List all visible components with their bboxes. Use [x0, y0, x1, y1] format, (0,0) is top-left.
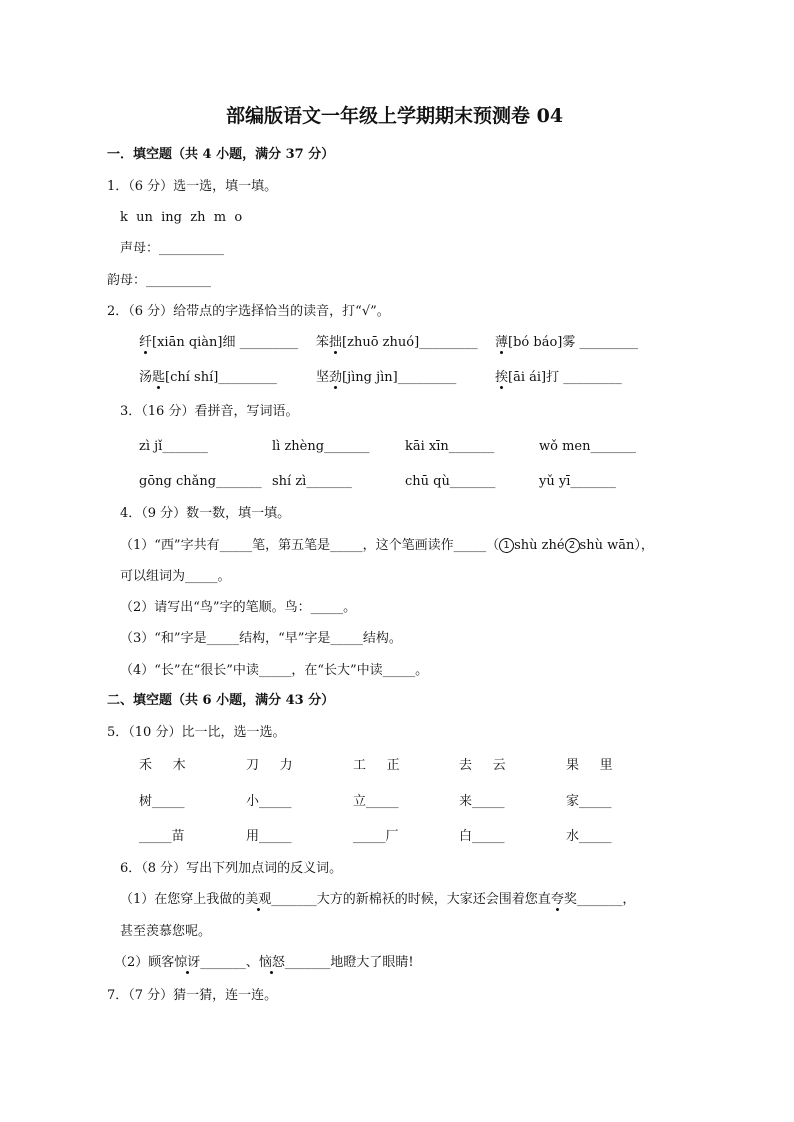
q6-text: _______大方的新棉袄的时候，大家还会围着您 [271, 892, 538, 907]
q4-line1-end: ）， [634, 538, 654, 553]
q1-shengmu-blank[interactable]: 声母：__________ [120, 241, 225, 256]
q6-text: _______地瞪大了眼睛! [284, 955, 414, 970]
q5-char-pair: 工 正 [353, 758, 400, 773]
q2-item[interactable] [139, 371, 277, 384]
q3-pinyin-item[interactable]: zì jǐ_______ [139, 439, 208, 454]
q5-blank-item[interactable]: 树_____ [139, 794, 185, 809]
q5-blank-item[interactable]: _____苗 [139, 829, 185, 844]
q6-text: （2）顾客 [114, 955, 175, 970]
q2-item-pre: 笨 [316, 335, 330, 350]
q5-char-pair: 刀 力 [246, 758, 293, 773]
q3-pinyin-item[interactable]: chū qù_______ [405, 474, 496, 489]
q5-blank-item[interactable]: 用_____ [246, 829, 292, 844]
q1-yunmu-blank[interactable]: 韵母：__________ [107, 273, 212, 288]
q2-item[interactable] [316, 371, 456, 384]
section-heading-1: 一．填空题（共 4 小题，满分 37 分） [107, 147, 335, 162]
q5-blank-item[interactable]: 小_____ [246, 794, 292, 809]
q2-item[interactable] [495, 371, 622, 384]
q4-line1-text: （1）“西”字共有_____笔，第五笔是_____，这个笔画读作_____（ [120, 538, 500, 553]
q1-stem: 1．（6 分）选一选，填一填。 [107, 179, 278, 194]
option-2-text: shù wān [579, 538, 635, 553]
q6-line1[interactable] [120, 893, 635, 906]
q4-stem: 4．（9 分）数一数，填一填。 [120, 506, 291, 521]
q5-char-pair: 去 云 [459, 758, 506, 773]
q5-stem: 5．（10 分）比一比，选一选。 [107, 725, 286, 740]
q3-pinyin-item[interactable]: shí zì_______ [272, 474, 352, 489]
dotted-word: 美观 [245, 892, 272, 907]
q2-item-post: [chí shí]_________ [165, 370, 277, 385]
section-heading-2: 二、填空题（共 6 小题，满分 43 分） [107, 693, 335, 708]
q4-line3[interactable]: （3）“和”字是_____结构，“早”字是_____结构。 [120, 631, 402, 646]
q4-line1[interactable] [120, 538, 654, 553]
q2-item-post: [bó báo]雾 _________ [508, 335, 638, 350]
q6-text: _______、 [200, 955, 259, 970]
q2-stem: 2．（6 分）给带点的字选择恰当的读音，打“√”。 [107, 304, 390, 319]
dotted-word: 惊讶 [174, 955, 201, 970]
dotted-word: 直夸奖 [537, 892, 577, 907]
q3-pinyin-item[interactable]: kāi xīn_______ [405, 439, 495, 454]
q2-item-post: [āi ái]打 _________ [508, 370, 622, 385]
q3-pinyin-item[interactable]: gōng chǎng_______ [139, 474, 262, 489]
option-2-marker: 2 [565, 538, 580, 553]
q5-blank-item[interactable]: 立_____ [353, 794, 399, 809]
dotted-char: 挨 [495, 370, 509, 385]
q3-pinyin-item[interactable]: wǒ men_______ [539, 439, 636, 454]
dotted-char: 薄 [495, 335, 509, 350]
q4-line1-cont[interactable]: 可以组词为_____。 [120, 569, 231, 584]
q4-line4[interactable]: （4）“长”在“很长”中读_____，在“长大”中读_____。 [120, 663, 429, 678]
dotted-char: 拙 [329, 335, 343, 350]
option-1-text: shù zhé [514, 538, 565, 553]
q5-blank-item[interactable]: _____厂 [353, 829, 399, 844]
q2-item[interactable] [316, 336, 478, 349]
q5-blank-item[interactable]: 家_____ [566, 794, 612, 809]
q2-item-post: [jìng jìn]_________ [342, 370, 457, 385]
q2-item[interactable] [495, 336, 638, 349]
dotted-word: 恼怒 [258, 955, 285, 970]
dotted-char: 纤 [139, 335, 153, 350]
q3-stem: 3．（16 分）看拼音，写词语。 [120, 404, 299, 419]
q5-blank-item[interactable]: 来_____ [459, 794, 505, 809]
q2-item-post: [zhuō zhuó]_________ [342, 335, 478, 350]
q6-text: _______， [576, 892, 636, 907]
q6-line2[interactable] [114, 956, 414, 969]
q6-text: （1）在您穿上我做的 [120, 892, 246, 907]
q5-blank-item[interactable]: 水_____ [566, 829, 612, 844]
q2-item-pre: 汤 [139, 370, 153, 385]
q2-item-pre: 坚 [316, 370, 330, 385]
q5-char-pair: 果 里 [566, 758, 613, 773]
q2-item[interactable] [139, 336, 298, 349]
q3-pinyin-item[interactable]: lì zhèng_______ [272, 439, 370, 454]
option-1-marker: 1 [499, 538, 514, 553]
q6-line1-cont: 甚至羡慕您呢。 [120, 924, 212, 939]
q6-stem: 6．（8 分）写出下列加点词的反义词。 [120, 861, 343, 876]
dotted-char: 劲 [329, 370, 343, 385]
page-title: 部编版语文一年级上学期期末预测卷 04 [226, 105, 564, 127]
q7-stem: 7．（7 分）猜一猜，连一连。 [107, 988, 278, 1003]
q4-line2[interactable]: （2）请写出“鸟”字的笔顺。鸟：_____。 [120, 600, 357, 615]
q2-item-post: [xiān qiàn]细 _________ [152, 335, 299, 350]
q5-char-pair: 禾 木 [139, 758, 186, 773]
dotted-char: 匙 [152, 370, 166, 385]
q5-blank-item[interactable]: 白_____ [459, 829, 505, 844]
q1-letters: k un ing zh m o [120, 210, 243, 225]
q3-pinyin-item[interactable]: yǔ yī_______ [539, 474, 616, 489]
